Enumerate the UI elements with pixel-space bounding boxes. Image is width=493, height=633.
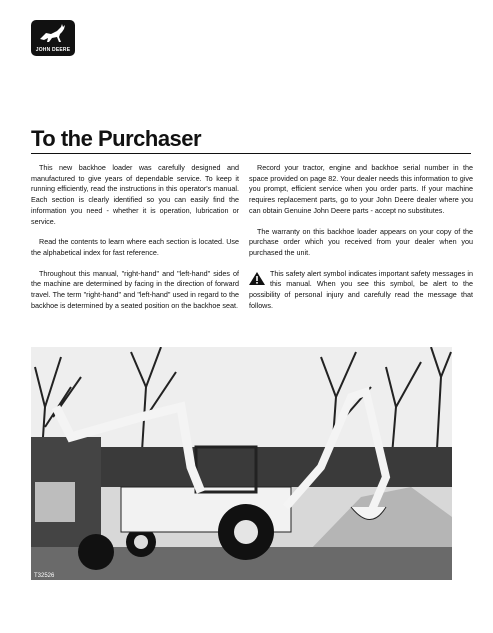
left-column: [31, 163, 239, 321]
paragraph-serial-number: Record your tractor, engine and backhoe serial number in the space provided on page 82. Your dealer needs this information to give you prompt, efficient service when you order parts. If your machine requires replacement parts, go to your John Deere dealer where you can obtain Genuine John Deere parts - accept no substitutes.: [249, 163, 473, 215]
page-title: To the Purchaser: [31, 126, 202, 151]
safety-alert-icon: [249, 272, 265, 285]
paragraph-intro: This new backhoe loader was carefully designed and manufactured to give years of dependable service. To keep it running efficiently, read the instructions in this operator's manual. Each section is clearly identified so you can easily find the information you need - whether it is operation, lubrication or service.: [31, 163, 239, 226]
safety-alert-block: [249, 269, 473, 312]
paragraph-orientation: Throughout this manual, "right-hand" and "left-hand" sides of the machine are determined by facing in the direction of forward travel. The term "right-hand" and "left-hand" used in regard to the backhoe is determined by a seated position on the backhoe seat.: [31, 268, 239, 310]
john-deere-logo: [31, 20, 75, 56]
title-rule: [31, 153, 471, 154]
backhoe-photo-illustration: [31, 347, 452, 580]
deer-icon: [37, 23, 69, 45]
photo-code: T32526: [34, 573, 55, 579]
right-column: [249, 163, 473, 311]
logo-text: JOHN DEERE: [35, 47, 71, 53]
paragraph-warranty: The warranty on this backhoe loader appears on your copy of the purchase order which you received from your dealer when you purchased the unit.: [249, 226, 473, 257]
paragraph-safety-alert: This safety alert symbol indicates important safety messages in this manual. When you see this symbol, be alert to the possibility of personal injury and carefully read the message that follows.: [249, 268, 473, 310]
backhoe-photo: [31, 347, 452, 580]
paragraph-contents: Read the contents to learn where each section is located. Use the alphabetical index for fast reference.: [31, 237, 239, 257]
